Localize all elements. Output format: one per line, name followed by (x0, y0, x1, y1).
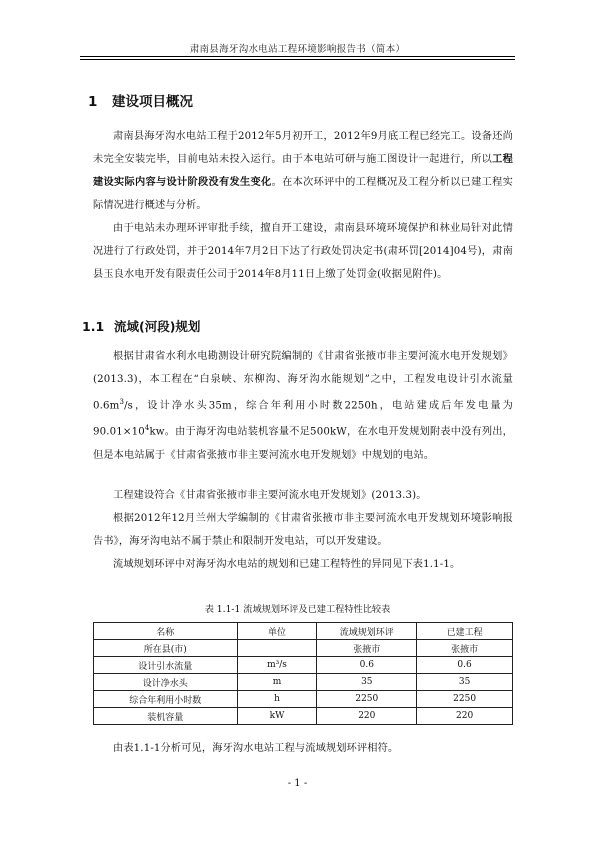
table-header-cell: 名称 (94, 623, 238, 640)
section-1-title: 建设项目概况 (112, 94, 193, 110)
table-cell: 所在县(市) (94, 640, 238, 657)
section-1-1-paragraph-1 (93, 345, 513, 467)
table-cell: 综合年利用小时数 (94, 691, 238, 708)
table-cell: 220 (417, 708, 513, 725)
table-row (94, 674, 513, 691)
table-cell: 220 (317, 708, 417, 725)
table-row (94, 657, 513, 674)
table-header-cell: 已建工程 (417, 623, 513, 640)
table-cell: 张掖市 (417, 640, 513, 657)
comparison-table (93, 622, 513, 725)
section-1-paragraph-2: 由于电站未办理环评审批手续，擅自开工建设，肃南县环境环境保护和林业局针对此情况进行了行政处罚，并于2014年7月2日下达了行政处罚决定书(肃环罚[2014]04号)，肃南县玉良水电开发有限责任公司于2014年8月11日上缴了处罚金(收据见附件)。 (93, 223, 513, 280)
table-cell: 装机容量 (94, 708, 238, 725)
table-cell: h (237, 691, 317, 708)
section-1-1-number: 1.1 (82, 319, 105, 334)
p1-text-a: 肃南县海牙沟水电站工程于2012年5月初开工，2012年9月底工程已经完工。设备还尚未完全安装完毕，目前电站未投入运行。由于本电站可研与施工图设计一起进行，所以 (93, 131, 513, 165)
table-caption: 表 1.1-1 流域规划环评及已建工程特性比较表 (204, 604, 391, 615)
table-cell: 35 (317, 674, 417, 691)
table-header-cell: 流域规划环评 (317, 623, 417, 640)
section-1-1-paragraph-3: 根据2012年12月兰州大学编制的《甘肃省张掖市非主要河流水电开发规划环境影响报告书》，海牙沟电站不属于禁止和限制开发电站，可以开发建设。 (93, 513, 513, 547)
table-header-cell: 单位 (237, 623, 317, 640)
table-cell: 张掖市 (317, 640, 417, 657)
p1-text-b: 。在本次环评中的工程概况及工程分析以已建工程实际情况进行概述与分析。 (93, 177, 513, 211)
p1-bold-text: 工程建设实际内容与设计阶段没有发生变化 (93, 153, 513, 188)
section-1-paragraph-1 (93, 125, 513, 217)
s11-p1-text-b: /s，设计净水头35m，综合年利用小时数2250h，电站建成后年发电量为90.01×10 (93, 400, 513, 438)
section-1-1-title: 流域(河段)规划 (114, 319, 201, 334)
header-rule-thin (80, 59, 515, 60)
table-conclusion: 由表1.1-1分析可见，海牙沟水电站工程与流域规划环评相符。 (113, 743, 399, 754)
table-header-row (94, 623, 513, 640)
s11-p1-text-a: 根据甘肃省水利水电勘测设计研究院编制的《甘肃省张掖市非主要河流水电开发规划》(2013.3)，本工程在“白泉峡、东柳沟、海牙沟水能规划”之中，工程发电设计引水流量0.6m (93, 351, 513, 412)
table-cell: 2250 (417, 691, 513, 708)
table-cell: 设计净水头 (94, 674, 238, 691)
page-number: - 1 - (287, 778, 308, 789)
s11-p1-sup-1: 3 (119, 398, 125, 406)
section-1-number: 1 (88, 94, 98, 110)
table-cell: m³/s (237, 657, 317, 674)
table-cell: m (237, 674, 317, 691)
table-cell: 设计引水流量 (94, 657, 238, 674)
s11-p1-sup-2: 4 (144, 424, 150, 433)
section-1-1-paragraph-2: 工程建设符合《甘肃省张掖市非主要河流水电开发规划》(2013.3)。 (113, 490, 427, 501)
table-row (94, 708, 513, 725)
table-row (94, 640, 513, 657)
table-cell: 2250 (317, 691, 417, 708)
section-1-heading (88, 90, 193, 110)
s11-p1-text-c: kw。由于海牙沟电站装机容量不足500kW，在水电开发规划附表中没有列出，但是本电站属于《甘肃省张掖市非主要河流水电开发规划》中规划的电站。 (93, 426, 513, 461)
table-cell: 0.6 (317, 657, 417, 674)
header-rule-thick (80, 56, 515, 57)
section-1-1-heading (82, 317, 200, 335)
section-1-1-paragraph-4: 流域规划环评中对海牙沟水电站的规划和已建工程特性的异同见下表1.1-1。 (113, 559, 461, 570)
page-header: 肃南县海牙沟水电站工程环境影响报告书（简本） (189, 44, 406, 55)
table-cell (237, 640, 317, 657)
table-cell: 0.6 (417, 657, 513, 674)
table-cell: kW (237, 708, 317, 725)
table-cell: 35 (417, 674, 513, 691)
table-row (94, 691, 513, 708)
